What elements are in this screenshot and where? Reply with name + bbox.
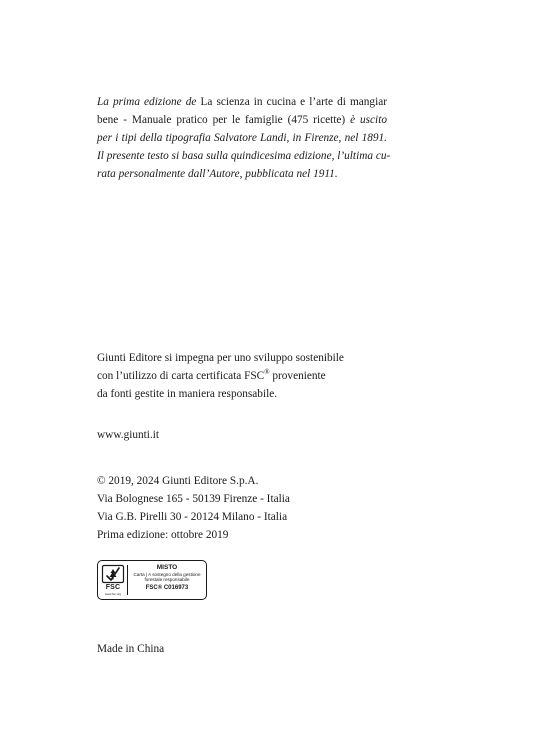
roman-text: bene - Manuale pratico per le famiglie (475 ricette) [97,114,351,126]
italic-text: rata personalmente dall’Autore, pubblicata nel 1911. [97,168,338,180]
address-milan: Via G.B. Pirelli 30 - 20124 Milano - Italia [97,511,288,523]
sustainability-statement [97,349,387,403]
fsc-category: MISTO [156,564,178,571]
website-link[interactable]: www.giunti.it [97,429,160,441]
edition-note-line [97,165,387,183]
fsc-divider [127,565,128,595]
fsc-text [129,564,205,593]
registered-mark: ® [264,368,270,377]
fsc-description: Carta | A sostegno della gestione forestale responsabile [133,572,201,583]
edition-note-line [97,93,387,111]
italic-text: La prima edizione de [97,96,201,108]
fsc-certification-label [97,560,207,600]
website [97,426,387,444]
sustainability-line-2 [97,367,387,385]
edition-note [97,93,391,183]
fsc-logo-text: FSC [105,584,121,591]
fsc-logo [101,564,125,597]
italic-text: è uscito [350,114,387,126]
sustainability-line-2-tail: proveniente [269,370,326,382]
italic-text: Il presente testo si basa sulla quindicesima edizione, l’ultima cu- [97,150,391,162]
copyright-line: © 2019, 2024 Giunti Editore S.p.A. [97,475,259,487]
sustainability-line-2-text: con l’utilizzo di carta certificata FSC [97,370,265,382]
address-florence: Via Bolognese 165 - 50139 Firenze - Italia [97,493,290,505]
edition-note-line [97,111,387,129]
made-in-text: Made in China [97,643,165,655]
fsc-logo-url: www.fsc.org [104,592,122,596]
roman-text: La scienza in cucina e l’arte di mangiar [200,96,387,108]
first-edition-date: Prima edizione: ottobre 2019 [97,529,229,541]
fsc-tree-check-icon [101,564,125,584]
legal-info [97,472,387,544]
fsc-license-code: FSC® C016973 [145,584,189,591]
sustainability-line-3: da fonti gestite in maniera responsabile. [97,388,278,400]
sustainability-line-1: Giunti Editore si impegna per uno sviluppo sostenibile [97,352,344,364]
edition-note-line [97,147,391,165]
made-in [97,640,387,658]
edition-note-line [97,129,387,147]
italic-text: per i tipi della tipografia Salvatore Landi, in Firenze, nel 1891. [97,132,387,144]
